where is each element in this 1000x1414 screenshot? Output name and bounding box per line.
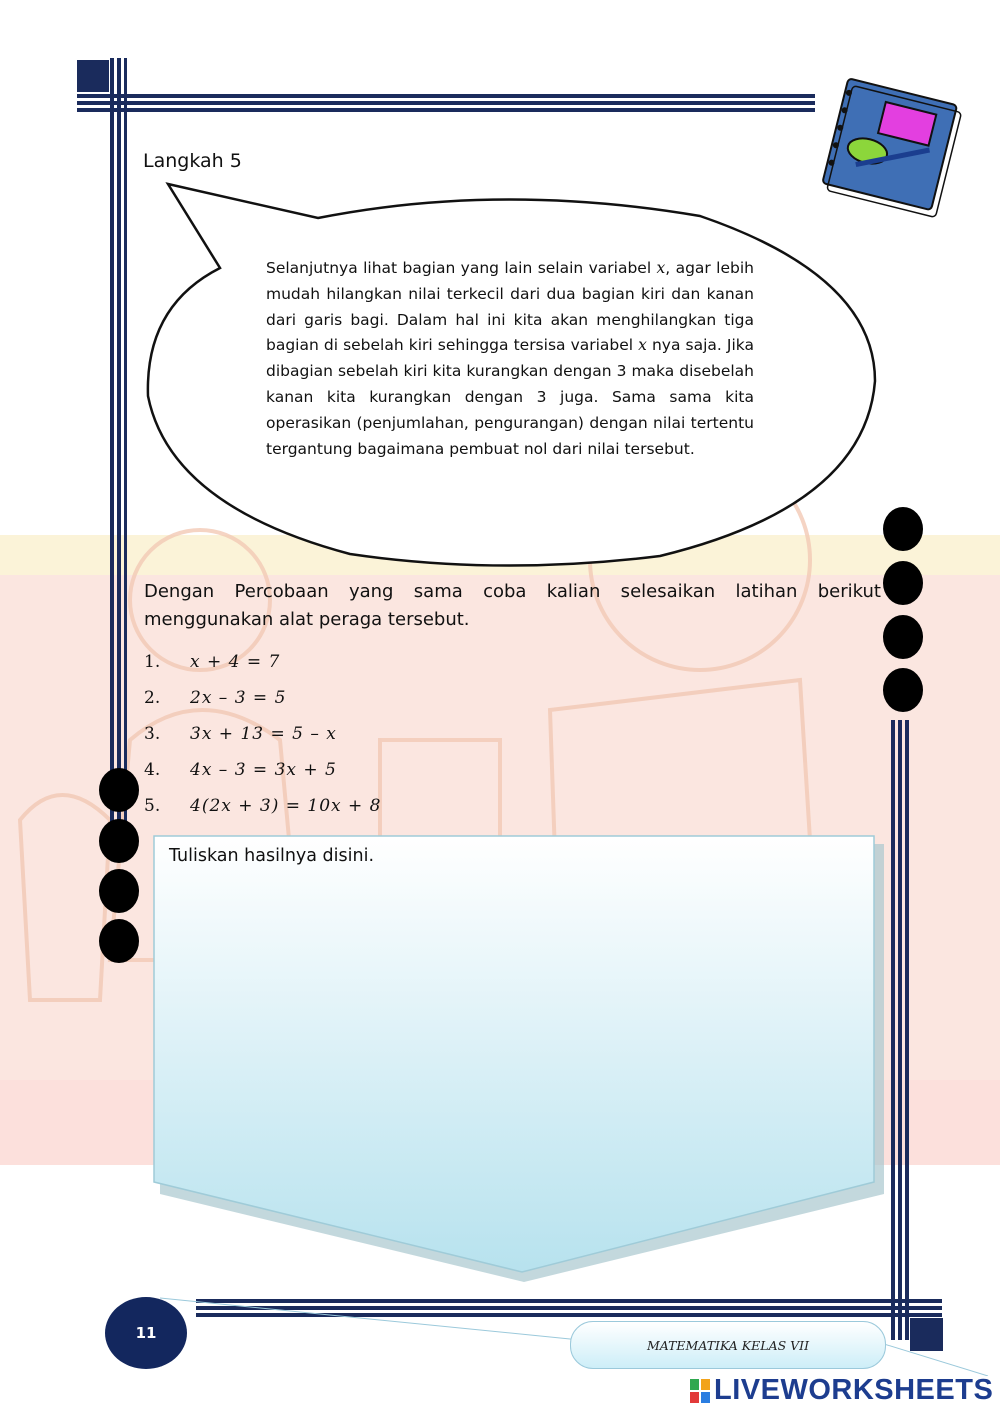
decorative-dot: [883, 615, 923, 659]
decorative-dot: [99, 869, 139, 913]
decorative-dot: [99, 819, 139, 863]
item-number: 4.: [144, 760, 161, 780]
top-border-line: [77, 94, 815, 98]
step-label: Langkah 5: [143, 150, 242, 172]
instruction-text: Dengan Percobaan yang sama coba kalian selesaikan latihan berikut menggunakan alat peraga tersebut.: [144, 581, 881, 630]
decorative-dot: [883, 507, 923, 551]
left-border-line: [124, 58, 127, 848]
equation: 3x + 13 = 5 – x: [190, 724, 337, 744]
left-border-line: [117, 58, 121, 848]
right-border-line: [898, 720, 902, 1340]
decorative-dot: [883, 668, 923, 712]
liveworksheets-logo-icon: [690, 1379, 710, 1403]
decorative-dot: [99, 768, 139, 812]
list-item: [144, 724, 444, 754]
list-item: [144, 688, 444, 718]
answer-box[interactable]: [150, 832, 890, 1282]
item-number: 2.: [144, 688, 161, 708]
equation: x + 4 = 7: [190, 652, 281, 672]
footer-course-label: MATEMATIKA KELAS VII: [570, 1321, 886, 1369]
decorative-dot: [883, 561, 923, 605]
item-number: 3.: [144, 724, 161, 744]
top-border-line: [77, 108, 815, 112]
list-item: [144, 796, 444, 826]
corner-square-top-left: [77, 60, 109, 92]
page-number: 11: [105, 1297, 187, 1369]
left-border-line: [110, 58, 114, 848]
top-border-line: [77, 101, 815, 105]
equation: 4x – 3 = 3x + 5: [190, 760, 337, 780]
equation: 4(2x + 3) = 10x + 8: [190, 796, 382, 816]
equation: 2x – 3 = 5: [190, 688, 287, 708]
right-border-line: [905, 720, 909, 1340]
speech-bubble-text: Selanjutnya lihat bagian yang lain selain variabel x, agar lebih mudah hilangkan nilai terkecil dari dua bagian kiri dan kanan dari garis bagi. Dalam hal ini kita akan menghilangkan tiga bagian di sebelah kiri sehingga tersisa variabel x nya saja. Jika dibagian sebelah kiri kita kurangkan dengan 3 maka disebelah kanan kita kurangkan dengan 3 juga. Sama sama kita operasikan (penjumlahan, pengurangan) dengan nilai tertentu tergantung bagaimana pembuat nol dari nilai tersebut.: [266, 259, 754, 458]
list-item: [144, 652, 444, 682]
item-number: 5.: [144, 796, 161, 816]
brand-watermark: LIVEWORKSHEETS: [714, 1374, 994, 1406]
answer-box-label: Tuliskan hasilnya disini.: [169, 846, 375, 866]
list-item: [144, 760, 444, 790]
item-number: 1.: [144, 652, 161, 672]
right-border-line: [891, 720, 895, 1340]
decorative-dot: [99, 919, 139, 963]
